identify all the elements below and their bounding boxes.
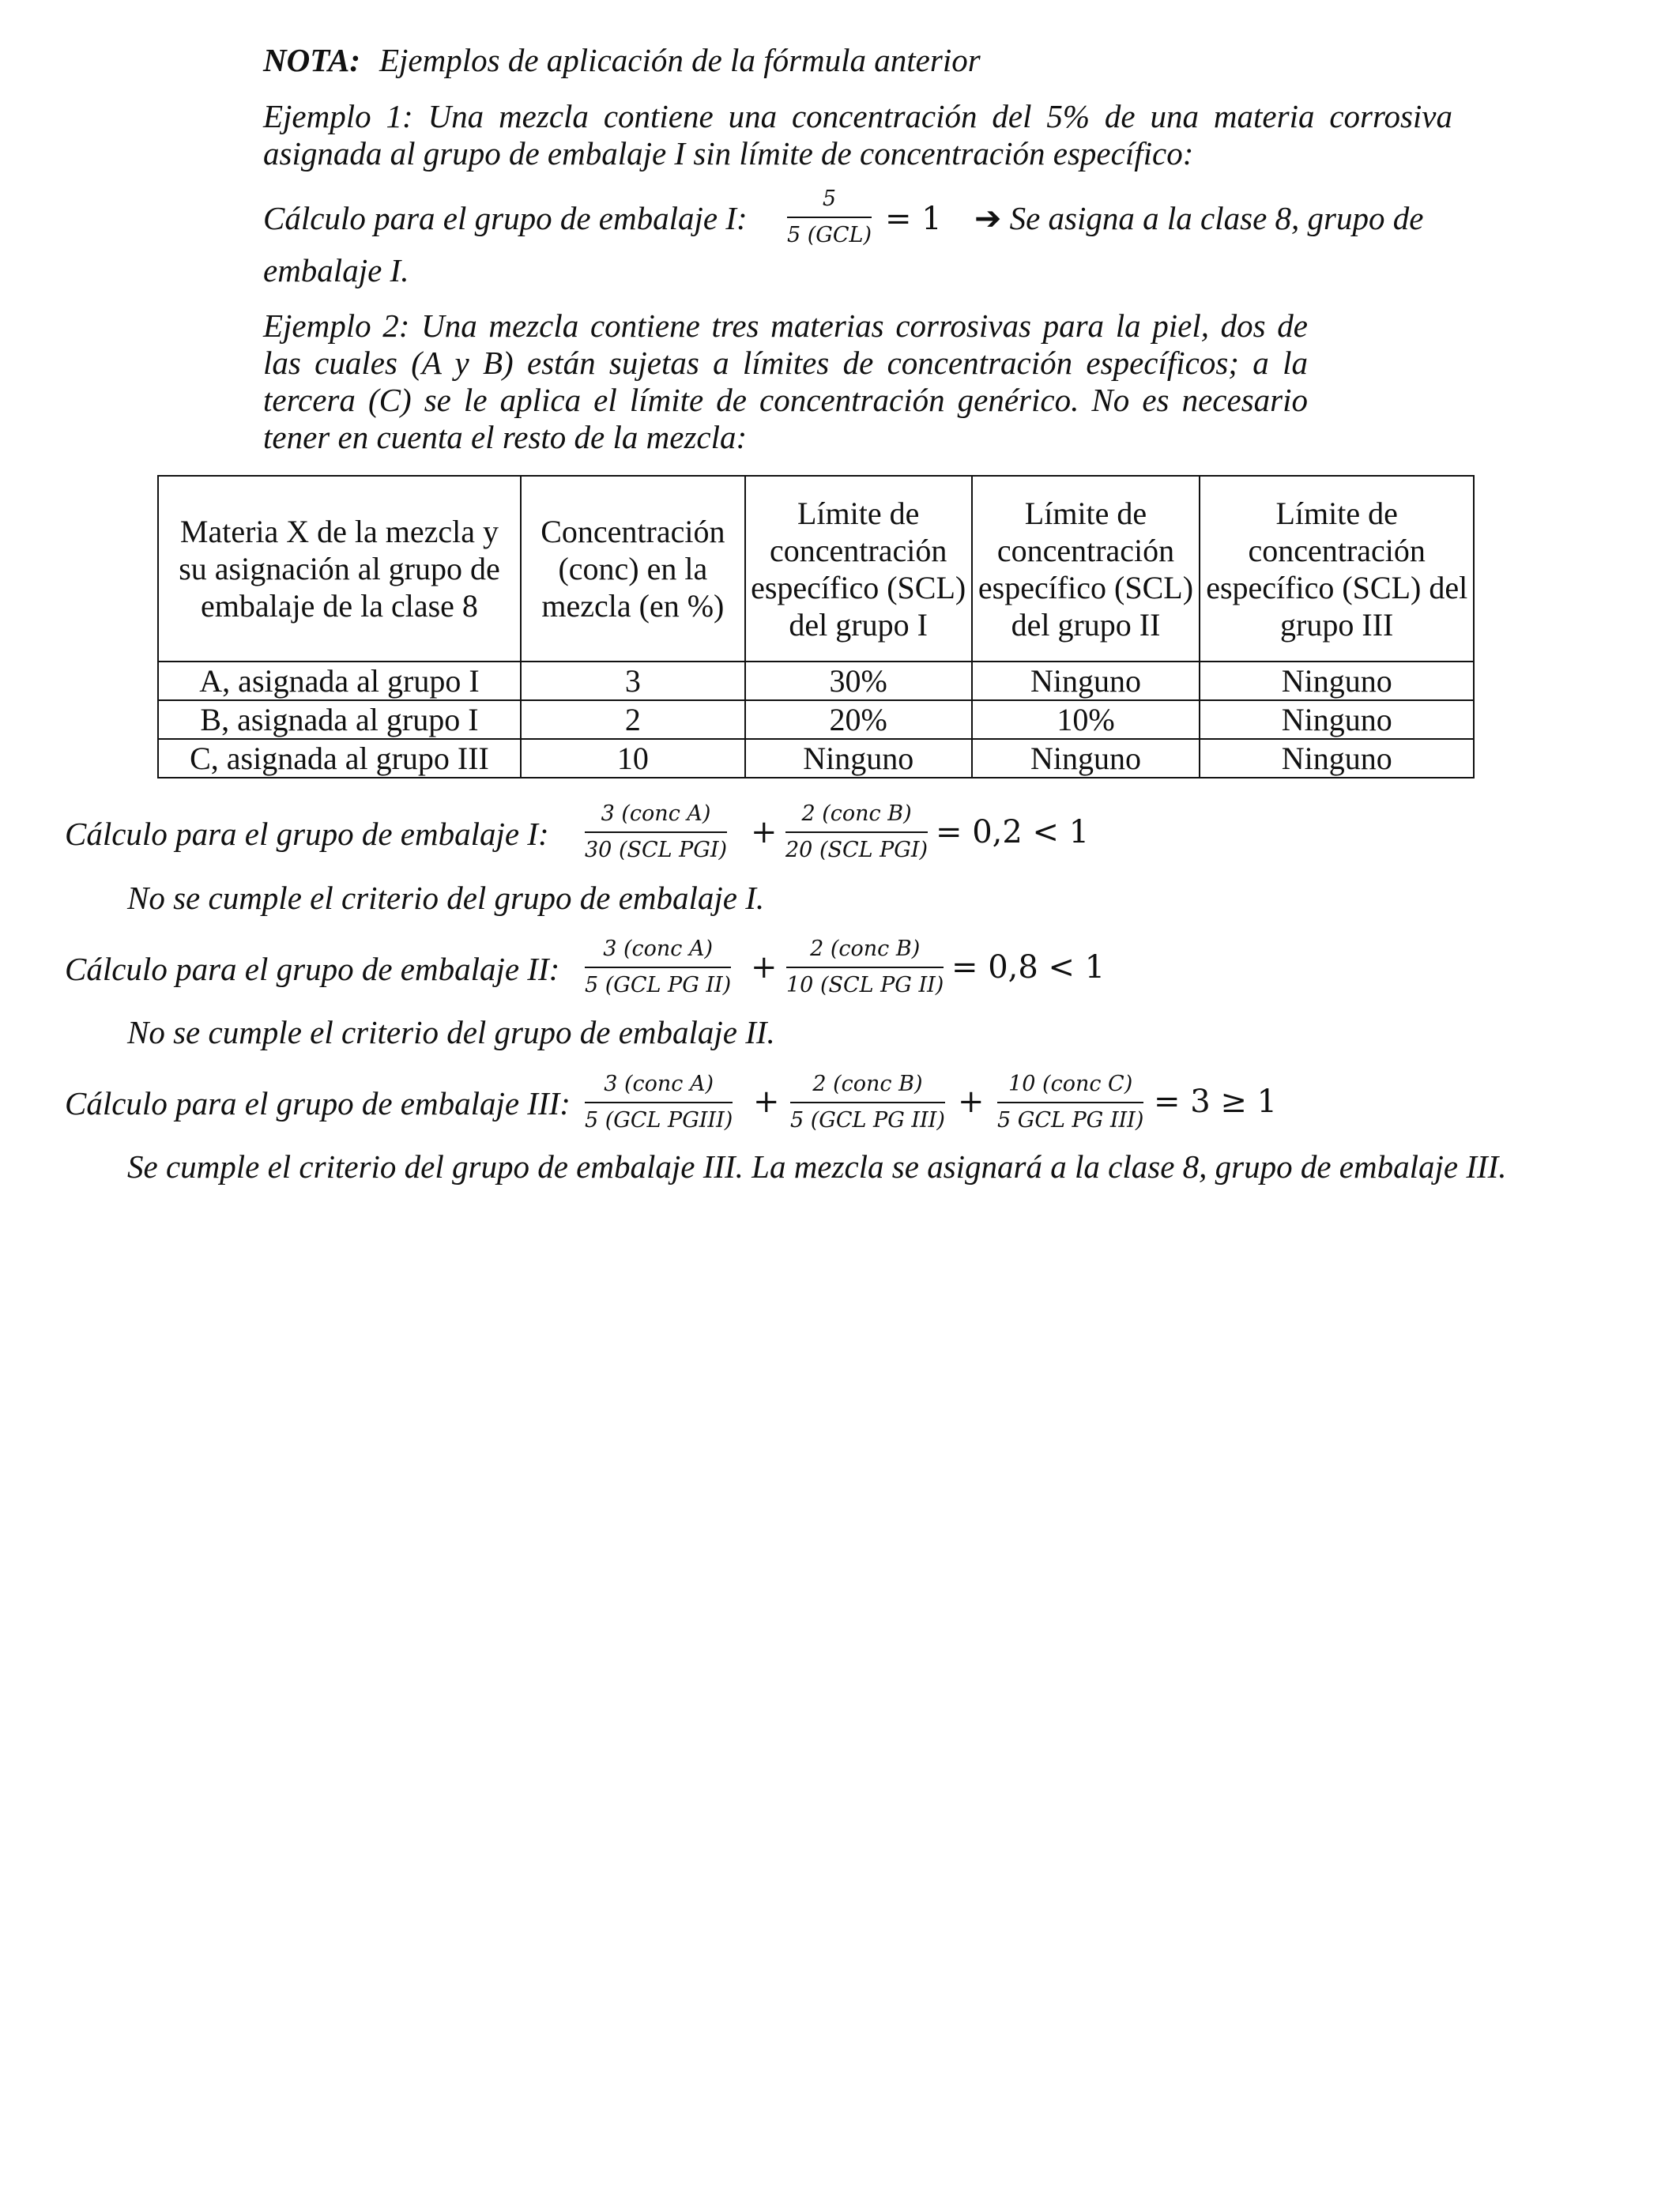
fraction-bar: [585, 831, 727, 833]
fraction-numerator: 2 (conc B): [801, 801, 912, 826]
calc-group-3-fraction-c: [997, 1070, 1143, 1135]
calc-group-1-label: Cálculo para el grupo de embalaje I:: [65, 816, 549, 852]
table-cell: 10%: [972, 700, 1200, 739]
plus-sign: +: [958, 1084, 985, 1120]
fraction-bar: [785, 831, 928, 833]
calc-group-3-fraction-a: [585, 1070, 733, 1135]
calc-group-3-note: Se cumple el criterio del grupo de embalaje III. La mezcla se asignará a la clase 8, grupo de embalaje III.: [127, 1148, 1507, 1185]
table-header-cell: Límite de concentración específico (SCL) del grupo III: [1200, 476, 1474, 662]
calc-group-2-result: = 0,8 < 1: [951, 949, 1106, 986]
example-1-calc-label: Cálculo para el grupo de embalaje I:: [263, 200, 748, 236]
plus-sign: +: [751, 949, 778, 986]
table-cell: 20%: [745, 700, 972, 739]
fraction-numerator: 2 (conc B): [810, 937, 921, 961]
example-1-conclusion-cont: embalaje I.: [263, 252, 409, 288]
table-cell: Ninguno: [1200, 739, 1474, 778]
calc-group-1-fraction-a: [585, 800, 727, 865]
fraction-bar: [790, 1102, 945, 1103]
plus-sign: +: [753, 1084, 780, 1120]
table-cell: Ninguno: [1200, 700, 1474, 739]
table-header-cell: Límite de concentración específico (SCL) del grupo II: [972, 476, 1200, 662]
fraction-numerator: 5: [822, 187, 837, 211]
note-text: Ejemplos de aplicación de la fórmula anterior: [379, 42, 981, 78]
table-cell: Ninguno: [972, 662, 1200, 700]
fraction-numerator: 3 (conc A): [601, 801, 711, 826]
calc-group-2-fraction-a: [585, 935, 731, 1000]
plus-sign: +: [751, 814, 778, 850]
example-1-result: = 1: [885, 201, 942, 237]
fraction-bar: [585, 1102, 733, 1103]
fraction-denominator: 5 GCL PG III): [997, 1108, 1144, 1133]
fraction-denominator: 20 (SCL PGI): [785, 838, 929, 862]
table-cell: 30%: [745, 662, 972, 700]
table-row: [158, 662, 1474, 700]
table-cell: 2: [521, 700, 745, 739]
calc-group-1-result: = 0,2 < 1: [936, 814, 1090, 850]
fraction-denominator: 5 (GCL PG III): [790, 1108, 945, 1133]
table-cell: Ninguno: [1200, 662, 1474, 700]
fraction-bar: [787, 217, 872, 218]
table-cell: C, asignada al grupo III: [158, 739, 521, 778]
fraction-bar: [786, 967, 944, 968]
table-cell: 3: [521, 662, 745, 700]
fraction-numerator: 2 (conc B): [812, 1072, 923, 1096]
fraction-denominator: 5 (GCL): [787, 223, 872, 247]
table-cell: Ninguno: [745, 739, 972, 778]
example-1-text: Ejemplo 1: Una mezcla contiene una concentración del 5% de una materia corrosiva asignada al grupo de embalaje I sin límite de concentración específico:: [263, 98, 1452, 172]
example-1-conclusion: [974, 199, 1423, 237]
fraction-denominator: 5 (GCL PG II): [585, 973, 732, 997]
fraction-denominator: 30 (SCL PGI): [585, 838, 728, 862]
fraction-denominator: 5 (GCL PGIII): [585, 1108, 733, 1133]
calc-group-1-fraction-b: [785, 800, 928, 865]
table-cell: 10: [521, 739, 745, 778]
calc-group-3-result: = 3 ≥ 1: [1154, 1084, 1278, 1120]
calc-group-1-note: No se cumple el criterio del grupo de embalaje I.: [127, 880, 765, 916]
table-row: [158, 700, 1474, 739]
fraction-numerator: 10 (conc C): [1008, 1072, 1133, 1096]
fraction-bar: [585, 967, 731, 968]
fraction-denominator: 10 (SCL PG II): [786, 973, 944, 997]
table-header-row: [158, 476, 1474, 662]
calc-group-2-label: Cálculo para el grupo de embalaje II:: [65, 951, 560, 987]
calc-group-2-fraction-b: [786, 935, 944, 1000]
table-row: [158, 739, 1474, 778]
note-label: NOTA:: [263, 42, 360, 78]
fraction-bar: [997, 1102, 1143, 1103]
fraction-numerator: 3 (conc A): [604, 1072, 714, 1096]
table-cell: B, asignada al grupo I: [158, 700, 521, 739]
fraction-numerator: 3 (conc A): [603, 937, 713, 961]
example-2-text: Ejemplo 2: Una mezcla contiene tres materias corrosivas para la piel, dos de las cuales (A y B) están sujetas a límites de concentración específicos; a la tercera (C) se le aplica el límite de concentración genérico. No es necesario tener en cuenta el resto de la mezcla:: [263, 307, 1308, 455]
example-1-fraction: [787, 185, 872, 250]
example-1-conclusion-text: Se asigna a la clase 8, grupo de: [1009, 200, 1424, 236]
table-header-cell: Materia X de la mezcla y su asignación al grupo de embalaje de la clase 8: [158, 476, 521, 662]
arrow-right-icon: ➔: [974, 199, 1002, 237]
table-cell: Ninguno: [972, 739, 1200, 778]
concentration-table: [157, 475, 1475, 778]
table-header-cell: Límite de concentración específico (SCL) del grupo I: [745, 476, 972, 662]
table-header-cell: Concentración (conc) en la mezcla (en %): [521, 476, 745, 662]
calc-group-3-label: Cálculo para el grupo de embalaje III:: [65, 1085, 571, 1122]
calc-group-2-note: No se cumple el criterio del grupo de embalaje II.: [127, 1014, 775, 1050]
note-heading: [263, 41, 981, 79]
calc-group-3-fraction-b: [790, 1070, 945, 1135]
table-cell: A, asignada al grupo I: [158, 662, 521, 700]
